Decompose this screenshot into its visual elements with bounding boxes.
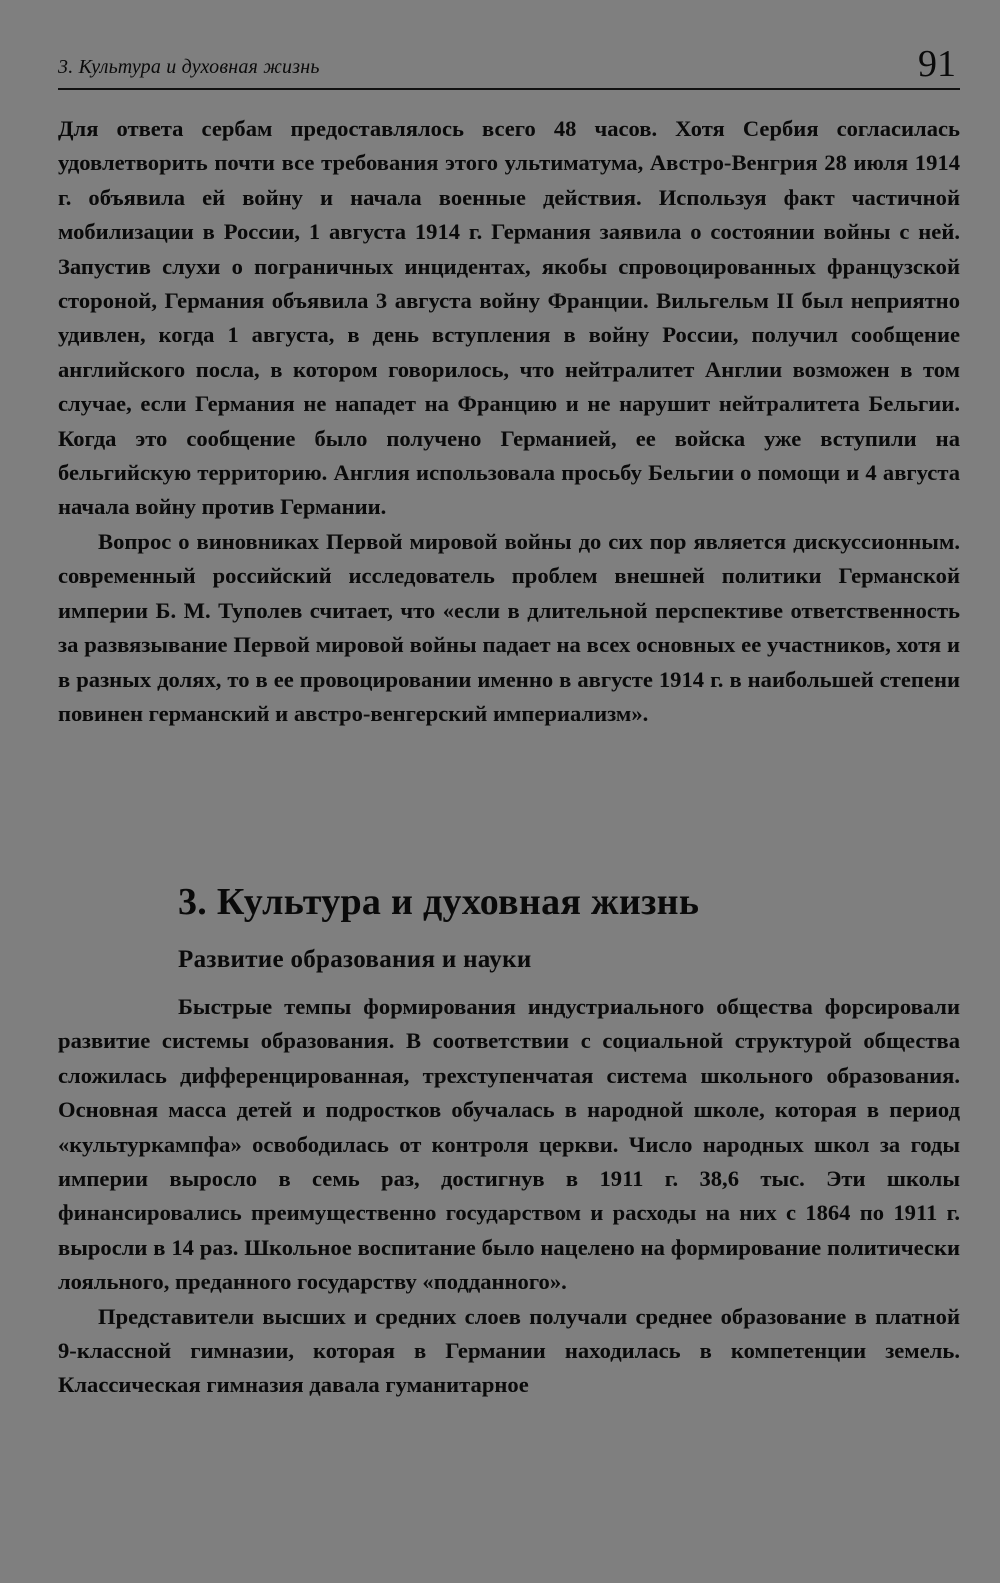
section-title: 3. Культура и духовная жизнь <box>178 881 700 923</box>
running-header <box>58 38 960 90</box>
running-title: 3. Культура и духовная жизнь <box>58 56 320 78</box>
paragraph: Быстрые темпы формирования индустриального общества форсировали развитие системы образования. В соответствии с социальной структурой общества сложилась дифференцированная, трехступенчатая система школьного образования. Основная масса детей и подростков обучалась в народной школе, которая в период «культуркампфа» освободилась от контроля церкви. Число народных школ за годы империи выросло в семь раз, достигнув в 1911 г. 38,6 тыс. Эти школы финансировались преимущественно государством и расходы на них с 1864 по 1911 г. выросли в 14 раз. Школьное воспитание было нацелено на формирование политически лояльного, преданного государству «подданного». <box>58 994 960 1295</box>
body-text-top <box>58 112 960 731</box>
page-number: 91 <box>918 43 956 85</box>
paragraph: Вопрос о виновниках Первой мировой войны до сих пор является дискуссионным. современный российский исследователь проблем внешней политики Германской империи Б. М. Туполев считает, что «если в длительной перспективе ответственность за развязывание Первой мировой войны падает на всех основных ее участников, хотя и в разных долях, то в ее провоцировании именно в августе 1914 г. в наибольшей степени повинен германский и австро-венгерский империализм». <box>58 528 960 726</box>
paragraph: Представители высших и средних слоев получали среднее образование в платной 9-классной гимназии, которая в Германии находилась в компетенции земель. Классическая гимназия давала гуманитарное <box>58 1303 960 1398</box>
paragraph: Для ответа сербам предоставлялось всего 48 часов. Хотя Сербия согласилась удовлетворить почти все требования этого ультиматума, Австро-Венгрия 28 июля 1914 г. объявила ей войну и начала военные действия. Используя факт частичной мобилизации в России, 1 августа 1914 г. Германия заявила о состоянии войны с ней. Запустив слухи о пограничных инцидентах, якобы спровоцированных французской стороной, Германия объявила 3 августа войну Франции. Вильгельм II был неприятно удивлен, когда 1 августа, в день вступления в войну России, получил сообщение английского посла, в котором говорилось, что нейтралитет Англии возможен в том случае, если Германия не нападет на Францию и не нарушит нейтралитета Бельгии. Когда это сообщение было получено Германией, ее войска уже вступили на бельгийскую территорию. Англия использовала просьбу Бельгии о помощи и 4 августа начала войну против Германии. <box>58 116 960 520</box>
subsection-title: Развитие образования и науки <box>178 946 532 973</box>
body-text-bottom <box>58 990 960 1403</box>
